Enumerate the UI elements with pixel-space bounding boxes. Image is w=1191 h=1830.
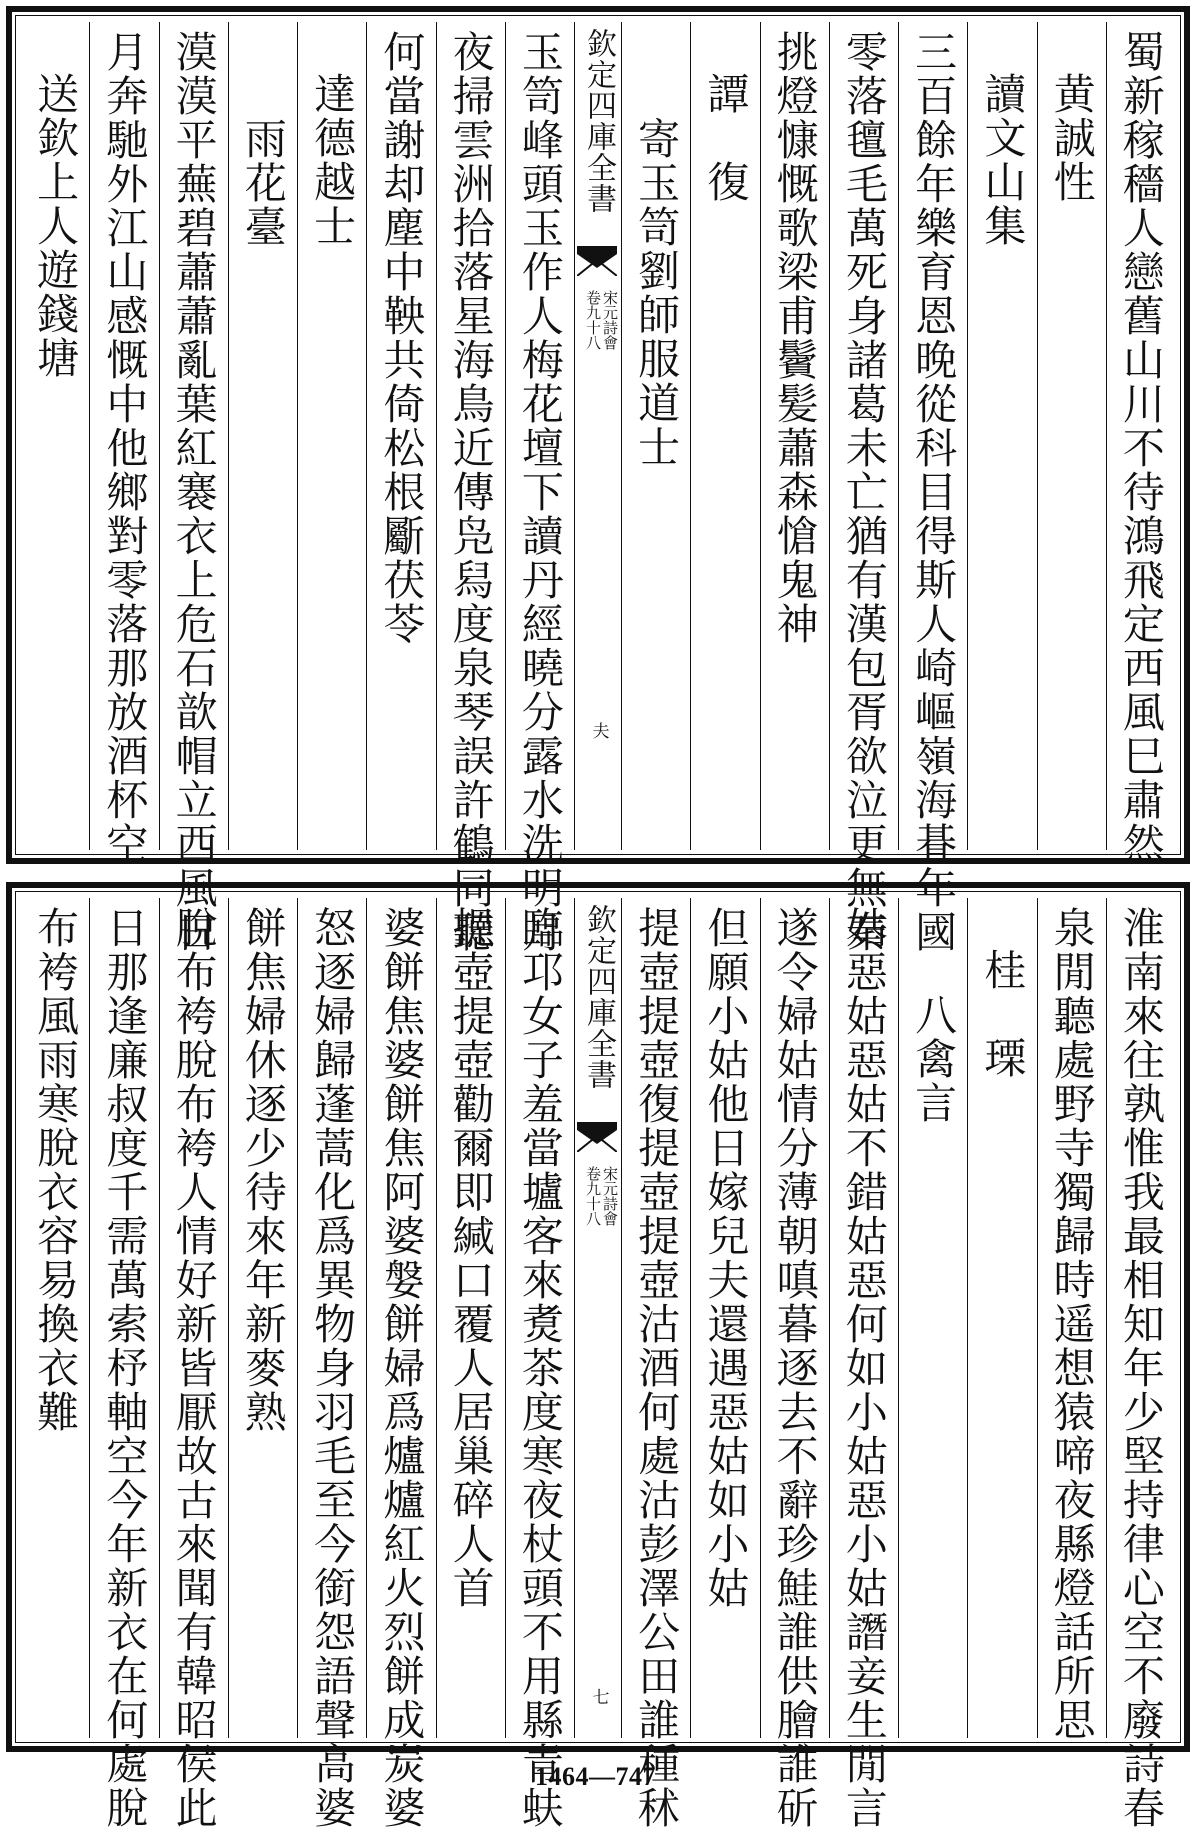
column-text: 泉閒聽處野寺獨歸時遥想猿啼夜縣燈話所思	[1047, 906, 1097, 1742]
upper-page-frame	[6, 6, 1190, 954]
column-text: 脫布袴脫布袴人情好新皆厭故古來聞有韓昭侯此	[169, 906, 219, 1830]
text-column	[1037, 22, 1106, 850]
column-text: 漠漠平蕪碧蕭蕭亂葉紅褰衣上危石歆帽立西風日	[169, 30, 219, 954]
leaf-number: 夫	[588, 722, 609, 739]
text-column	[21, 898, 89, 1738]
volume-number: 卷九十八	[584, 290, 602, 350]
text-column	[690, 898, 759, 1738]
fishtail-mark-icon	[577, 1122, 617, 1152]
text-column	[505, 22, 574, 954]
column-text: 達德越士	[308, 72, 358, 248]
column-text: 布袴風雨寒脫衣容易換衣難	[31, 906, 81, 1434]
text-column	[760, 22, 829, 850]
text-column	[505, 898, 574, 1830]
text-column	[621, 22, 690, 850]
column-text: 提壺提壺勸爾即緘口覆人居巢碎人首	[446, 906, 496, 1610]
text-column	[898, 898, 967, 1738]
text-column	[159, 898, 228, 1830]
column-text: 婆餅焦婆餅焦阿婆媻餅婦爲爐爐紅火烈餅成炭婆	[377, 906, 427, 1830]
text-column	[829, 22, 898, 954]
fishtail-mark-icon	[577, 246, 617, 276]
column-text: 但願小姑他日嫁兒夫還遇惡姑如小姑	[701, 906, 751, 1610]
text-column	[829, 898, 898, 1830]
text-column	[297, 898, 366, 1830]
text-column	[967, 22, 1036, 850]
collection-name: 宋元詩會	[601, 1166, 619, 1226]
column-text: 提壺提壺復提壺提壺沽酒何處沽彭澤公田誰種秫	[632, 906, 682, 1830]
upper-columns	[21, 22, 1175, 954]
column-text: 臨邛女子羞當壚客來煑茶度寒夜杖頭不用縣青蚨	[515, 906, 565, 1830]
column-text: 讀文山集	[978, 72, 1028, 248]
text-column	[366, 22, 435, 850]
leaf-number: 七	[588, 1688, 609, 1705]
column-text: 遂令婦姑情分薄朝嗔暮逐去不辭珍鮭誰供膾誰斫	[770, 906, 820, 1830]
column-text: 黄誠性	[1047, 72, 1097, 204]
text-column	[159, 22, 228, 954]
column-text: 譚 復	[701, 72, 751, 204]
text-column	[967, 898, 1036, 1738]
page-number: 1464—747	[535, 1762, 656, 1791]
column-text: 八禽言	[909, 993, 959, 1125]
fold-center-column	[574, 22, 621, 850]
text-column	[89, 898, 158, 1830]
collection-name: 宋元詩會	[601, 290, 619, 350]
column-text: 零落氊毛萬死身諸葛未亡猶有漢包胥欲泣更無秦	[839, 30, 889, 954]
column-text: 怒逐婦歸蓬蒿化爲異物身羽毛至今銜怨語聲高婆	[308, 906, 358, 1830]
text-column	[228, 22, 297, 850]
column-text: 寄玉笥劉師服道士	[632, 117, 682, 469]
column-text: 月奔馳外江山感慨中他鄉對零落那放酒杯空	[100, 30, 150, 866]
text-column	[1037, 898, 1106, 1742]
column-text: 雨花臺	[238, 117, 288, 249]
text-column	[898, 22, 967, 954]
column-text: 三百餘年樂育恩晚從科目得斯人崎嶇嶺海朞年國	[909, 30, 959, 954]
column-text: 姑惡姑惡姑不錯姑惡何如小姑惡小姑譖妾生閒言	[839, 906, 889, 1830]
book-title: 欽定四庫全書	[581, 28, 616, 214]
text-column	[436, 22, 505, 954]
column-text: 餅焦婦休逐少待來年新麥熟	[238, 906, 288, 1434]
text-column	[1106, 898, 1175, 1830]
text-column	[89, 22, 158, 866]
volume-number: 卷九十八	[584, 1166, 602, 1226]
column-text: 送欽上人遊錢塘	[31, 72, 81, 380]
column-text: 何當謝却塵中鞅共倚松根斸茯苓	[377, 30, 427, 646]
column-text: 夜掃雲洲拾落星海鳥近傳凫舄度泉琴誤許鶴同聽	[446, 30, 496, 954]
column-text: 玉笥峰頭玉作人梅花壇下讀丹經曉分露水洗明月	[515, 30, 565, 954]
text-column	[228, 898, 297, 1738]
text-column	[1106, 22, 1175, 866]
text-column	[436, 898, 505, 1738]
column-text: 挑燈慷慨歌梁甫鬢髪蕭森愴鬼神	[770, 30, 820, 646]
column-text: 日那逢廉叔度千需萬索杼軸空今年新衣在何處脫	[100, 906, 150, 1830]
column-text: 蜀新稼穡人戀舊山川不待鴻飛定西風巳肅然	[1116, 30, 1166, 866]
text-column	[297, 22, 366, 850]
text-column	[760, 898, 829, 1830]
text-column	[621, 898, 690, 1830]
text-column	[366, 898, 435, 1830]
text-column	[21, 22, 89, 850]
column-text: 淮南來往孰惟我最相知年少堅持律心空不廢詩春	[1116, 906, 1166, 1830]
text-column	[690, 22, 759, 850]
column-text: 桂 瑮	[978, 948, 1028, 1080]
book-title: 欽定四庫全書	[581, 904, 616, 1090]
fold-center-column	[574, 898, 621, 1738]
